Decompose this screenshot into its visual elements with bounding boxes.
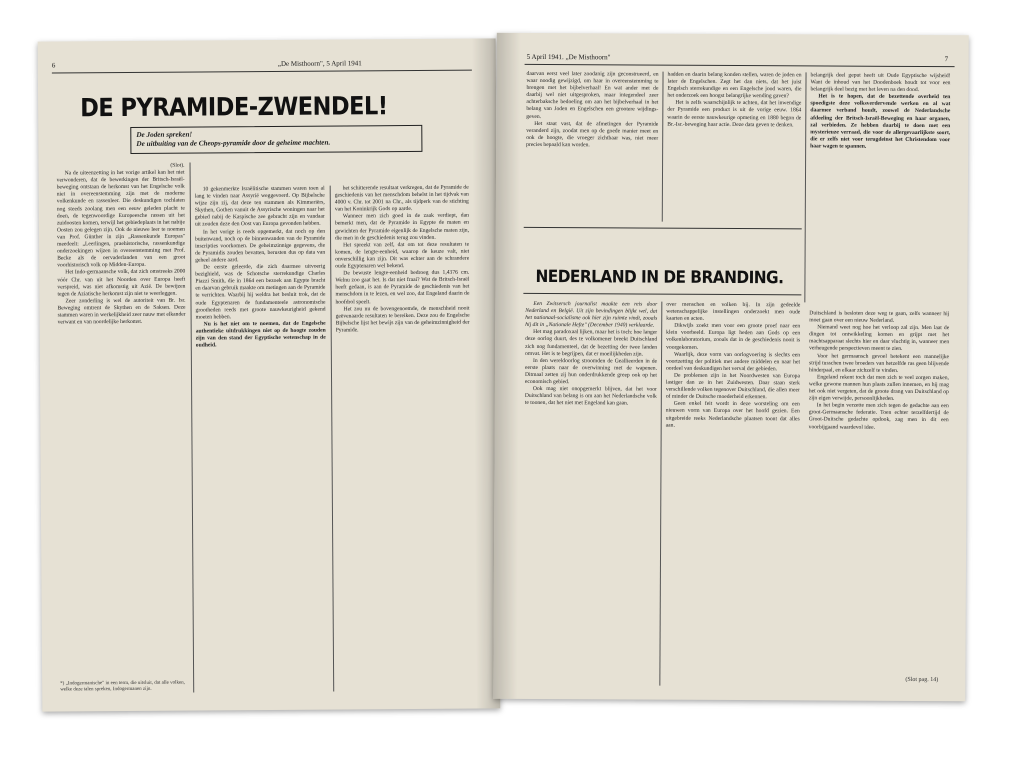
paragraph: De bewuste lengte-eenheid bedroeg dus 1,4376 cm. Welnu zoo gaat het. Is dat niet fraai? Wat de Britsch-Israël heeft gedaan, is aan de Pyramide de geschiedenis van het menschdom in te lezen, en wel zoo, dat Engeland daarin de hoofdrol speelt. — [335, 269, 470, 306]
paragraph: Waarlijk, deze vorm van oorlogvoering is slechts een voortzetting der politiek met andere middelen en naar het oordeel van deskundigen het verval der gebieden. — [665, 351, 801, 373]
page-gutter-shadow — [493, 33, 520, 699]
headline: DE PYRAMIDE-ZWENDEL! — [80, 91, 388, 123]
paragraph: Het is zelfs waarschijnlijk te achten, dat het inwendige der Pyramide een product is uit de vorige eeuw. 1864 waarin de eerste nauwkeurige opmeting en 1880 begon de Br.-Isr.-beweging haar actie. Deze data geven te denken. — [667, 100, 802, 128]
article-column-3 — [335, 185, 473, 692]
column-rule — [662, 72, 663, 222]
deck-line-1: De Joden spreken! — [136, 130, 193, 139]
paragraph: De eerste geleerde, die zich daarmee uitvoerig bezighield, was de Schotsche sterrekundige Charles Piazzi Smith, die in 1864 een bezoek aan Egypte bracht en daarvan gebruik maakte om metingen aan de Pyramide te verrichten. Waarbij hij weldra het besluit trok, dat de oude Egyptenaren de fundamenteele astronomische grootheden reeds met groote nauwkeurigheid gekend moeten hebben. — [195, 263, 326, 321]
article-column-1 — [523, 301, 657, 686]
paragraph: hadden en daarin belang konden stellen, waren de joden en later de Engelschen. Zegt het dan niets, dat het juist Engelsch sterrekundige en een Engelsche jood waren, die het onderzoek een hoogst belangrijke wending gaven? — [667, 71, 802, 100]
lead-paragraph: Een Zwitsersch journalist maakte een reis door Nederland en België. Uit zijn bevindingen blijkt wel, dat het nationaal-socialisme ook hier zijn ruimte vindt, zooals hij dit in „Nationale Hefte" (December 1940) verklaarde. — [525, 300, 658, 329]
column-rule — [190, 163, 194, 693]
continued-column-2 — [667, 72, 802, 223]
paragraph: Het is te hopen, dat de bezettende overheid ten spoedigste deze volksverdervende werken en al wat daarmee verband houdt, zoowel de Nederlandsche afdeeling der Britsch-Israël-Beweging en haar organen, zal verbieden. Ze hebben daarbij te doen met een mysterieuze verraad, die voor de allergevaarlijkste soort, die er zelfs niet voor terugdeinst het Christendom voor haar wagen te spannen. — [810, 93, 951, 150]
paragraph: Duitschland is besloten deze weg te gaan, zelfs wanneer hij moet gaan over een nieuw Nederland. — [809, 310, 950, 324]
footnote: *) „Indogermanische" in een term, die uitsluit, dat alle volken, welke deze talen spreken, Indogermanen zijn. — [60, 680, 185, 693]
headline: NEDERLAND IN DE BRANDING. — [535, 266, 784, 289]
paragraph: Het Indo-germaansche volk, dat zich omstreeks 2000 vóór Chr. van uit het Noorden over Europa heeft verspreid, was niet afkomstig uit Azië. De bewijzen tegen de Aziatische herkomst zijn niet te weerleggen. — [57, 268, 186, 298]
header-rule — [525, 64, 955, 67]
deck-box — [130, 125, 422, 154]
paragraph: Het staat vast, dat de afmetingen der Pyramide veranderd zijn, zoodat men op de goede manier meet en ook de hoogte, die vroeger zichtbaar was, niet meer precies bepaald kan worden. — [526, 120, 659, 149]
paragraph: Dikwijls zoekt men voor een groote proef naar een klein voorbeeld. Europa ligt heden aan Gods op een volkenlaboratorium, zooals dat in de geschiedenis nooit is voorgekomen. — [666, 322, 801, 351]
article-column-1 — [57, 163, 189, 672]
paragraph: In den wereldoorlog stroomden de Geallieerden in de eerste plaats naar de overwinning met de wapenen. Ditmaal zetten zij hun onderdrukkende greep ook op het economisch gebied. — [524, 357, 658, 386]
section-rule — [524, 227, 802, 229]
column-rule — [330, 186, 334, 692]
running-head: „De Misthoorn", 5 April 1941 — [277, 59, 362, 68]
article-column-3 — [807, 310, 949, 673]
paragraph: (Slot). — [170, 162, 185, 169]
paragraph: 10 gekenmerkte Israëlitische stammen waren toen al lang te vinden naar Assyrië weggevoerd. Op Bijbelsche wijze zijn zij, dat deze ten stammen als Kimmeriërs, Skythen, Gothen vanuit de Assyrische woningen naar het gebied nabij de Kaspische zee gebracht zijn en vandaar uit zouden deze den Oost van Europa gevonden hebben. — [194, 185, 325, 228]
paragraph: Zeer zonderling is wel de autoriteit van Br. Isr. Beweging omtrent de Skythen en de Saksen. Deze stammen waren in werkelijkheid zeer nauw met elkander verwant en van noordelijke herkomst. — [57, 297, 186, 326]
section-rule — [523, 293, 801, 295]
continued-column-3 — [809, 72, 950, 305]
paragraph: In het vorige is reeds opgemerkt, dat noch op den buitenwand, noch op de binnenwanden van de Pyramide inscripties voorkomen. De geheimzinnige gegevens, die de Pyramidis zouden bevatten, berusten dus op data van geheel andere aard. — [195, 228, 326, 264]
paragraph: Nu is het niet om te noemen, dat de Engelsche authentieke uitdrukkingen niet op de hoogte zouden zijn van den stand der Egyptische wetenschap in de oudheid. — [195, 320, 326, 349]
paragraph: Geen enkel feit wordt in deze worsteling om een nieuwen vorm van Europa over het hoofd gezien. Een uitgebreide reeks Nederlandsche plaatsen toont dat alles aan. — [665, 401, 800, 429]
column-rule — [659, 302, 662, 686]
paragraph: In het begin verzette men zich tegen de gedachte aan een groot-Germaansche federatie. Toen echter terzelfdertijd de Groot-Duitsche gedachte opdook, zag men in dit een voorbijgaand waardevol idee. — [808, 402, 949, 431]
article-column-2 — [664, 302, 800, 687]
paragraph: Na de uiteenzetting in het vorige artikel kan het niet verwonderen, dat de bewerkingen der Britsch-Israël-beweging ontstaan de herkomst van het Engelsche volk niet in overeenstemming zijn met de moderne volkenkunde en rassenleer. Die deskundigen tochlaten nog steeds zoolang men een eeuw geleden placht te doen, de tegenwoordige Europeesche rassen uit het zuidoosten komen, terwijl het gebiedeplaats in het nabije Oosten zou gelegen zijn. Ook de nieuwe leer te noemen van Prof. Günther in zijn „Rassenkunde Europas" meedeelt: „Leerlingen, praehistorische, rassenkundige onderzoekingen wijzen in overeenstemming met Prof. Becke als de oervaderlanden van een groot voorhistorisch volk op Midden-Europa. — [56, 169, 186, 269]
left-page — [38, 38, 501, 711]
paragraph: De problemen zijn in het Noordwesten van Europa lastiger dan ze in het Zuidwesten. Daar staan sterk verschillende volken tegenover Duitschland, die allen meer of minder de Duitsche moederheid erkennen. — [665, 372, 800, 401]
continued-column-1 — [526, 71, 659, 222]
paragraph: Wanneer men zich goed in de zaak verdiept, dan bemerkt men, dat de Pyramide in Egypte de maten en gewichten der Pyramide eigenlijk de Engelsche maten zijn, die men in de geschiedenis terug zou vinden. — [334, 212, 470, 242]
header-rule — [52, 70, 472, 74]
paragraph: Niemand weet nog hoe het verloop zal zijn. Men laat de dingen tot ontwikkeling komen en grijpt met het machtsapparaat slechts hier en daar vluchtig in, wanneer men verheugende perspectieven meent te zien. — [809, 324, 950, 353]
page-number: 6 — [51, 61, 56, 70]
paragraph: Voor het germaansch gevoel betekent een mannelijke strijd tusschen twee broeders van hetzelfde ras geen blijvende hinderpaal, en elkaar zichzelf te vinden. — [808, 353, 950, 374]
paragraph: Ook mag niet onopgemerkt blijven, dat het voor Duitschland van belang is om aan het Nederlandsche volk te toonen, dat het niet met Engeland kan gaan. — [524, 386, 657, 407]
right-page — [493, 33, 968, 701]
paragraph: over menschen en volken bij. In zijn gedeelde wetenschappelijke instellingen onderzoekt men oude kaarten en acten. — [666, 301, 801, 323]
article-column-2 — [195, 186, 329, 693]
paragraph: Het mag paradoxaal lijken, maar het is toch: hoe langer deze oorlog duurt, des te volkomener breekt Duitschland zich nog fundamenteel, dat de bezetting der twee landen omvat. Het is te begrijpen, dat er moeilijkheden zijn. — [525, 329, 658, 358]
paragraph: belangrijk deel geput heeft uit Oude Egyptische wijsheid! Want de inhoud van het Doodenboek houdt tot voor een belangrijk deel bezig met het leven na den dood. — [810, 72, 951, 94]
paragraph: Het spreekt van zelf, dat om tot deze resultaten te komen, de lengte-eenheid, waarop de keuze valt, niet onverschillig kan zijn. Dit was echter aan de schrandere oude Egyptenaren wel bekend. — [335, 241, 470, 270]
continued-note: (Slot pag. 14) — [905, 676, 939, 684]
column-rule — [804, 72, 806, 302]
paragraph: daarvan eerst veel later zoodanig zijn geconstrueerd, en waar noodig gewijzigd, om haar in overeenstemming te brengen met het bijbelverhaal! En wat ander met de daarbij wel niet uitgesproken, maar integendeel zeer achterbaksche bedoeling om aan het bijbelverhaal in het belang van Joden en Engelschen een grootere wijdings-geven. — [526, 70, 659, 120]
paragraph: het schitterende resultaat verkregen, dat de Pyramide de geschiedenis van het menschdom behelst in het tijdvak van 4000 v. Chr. tot 2001 na Chr., als tijdperk van de stichting van het Koninkrijk Gods op aarde. — [334, 184, 469, 213]
deck-line-2: De uitbuiting van de Cheops-pyramide door de geheime machten. — [136, 138, 331, 149]
running-head: 5 April 1941. „De Misthoorn" — [526, 52, 611, 62]
paragraph: Het zou nu de bovengenoemde, de menschheid nooit geëvenaarde resultaten te bereiken. Deze zou de Engelsche Bijbelsche lijst het bewijs zijn van de geheimzinnigheid der Pyramide. — [335, 305, 470, 334]
page-number: 7 — [944, 55, 949, 64]
paragraph: Engeland rekent toch dat men zich te veel zorgen maken, welke gewone mannen hun plaats zullen innemen, en hij mag het ook niet vergeten, dat de groote drang van Duitschland op zijn eigen verwijde, persoonlijkheden. — [808, 374, 949, 402]
